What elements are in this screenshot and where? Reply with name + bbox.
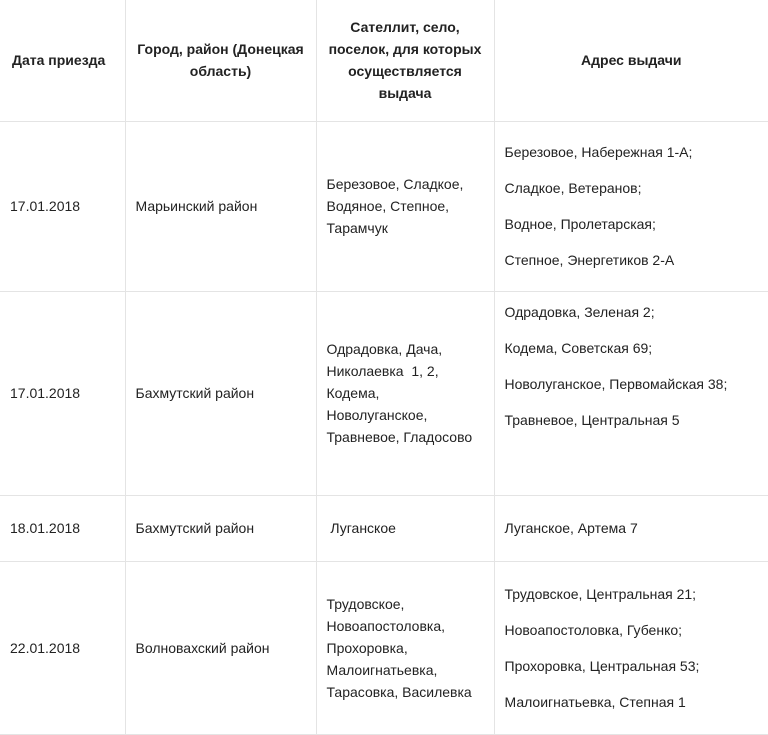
header-arrival-date: Дата приезда (0, 0, 125, 121)
header-settlements: Сателлит, село, поселок, для которых осуществляется выдача (316, 0, 494, 121)
address-line: Кодема, Советская 69; (504, 339, 653, 356)
cell-date: 18.01.2018 (0, 495, 125, 561)
address-line: Степное, Энергетиков 2-А (504, 252, 675, 268)
cell-date: 17.01.2018 (0, 291, 125, 495)
cell-district: Бахмутский район (125, 291, 316, 495)
table-row (0, 561, 768, 734)
cell-settlements: Одрадовка, Дача, Николаевка 1, 2, Кодема, Новолуганское, Травневое, Гладосово (316, 291, 494, 495)
address-line: Березовое, Набережная 1-А; (504, 144, 693, 160)
cell-district: Марьинский район (125, 121, 316, 291)
cell-district: Волновахский район (125, 561, 316, 734)
cell-settlements: Трудовское, Новоапостоловка, Прохоровка, Малоигнатьевка, Тарасовка, Василевка (316, 561, 494, 734)
cell-addresses (494, 495, 768, 561)
table-header-row (0, 0, 768, 121)
table-row (0, 291, 768, 495)
cell-district: Бахмутский район (125, 495, 316, 561)
address-line: Сладкое, Ветеранов; (504, 180, 642, 196)
address-line: Водное, Пролетарская; (504, 216, 656, 232)
cell-settlements: Березовое, Сладкое, Водяное, Степное, Тарамчук (316, 121, 494, 291)
header-city-district: Город, район (Донецкая область) (125, 0, 316, 121)
cell-addresses (494, 121, 768, 291)
address-line: Травневое, Центральная 5 (504, 411, 680, 428)
address-line: Луганское, Артема 7 (504, 520, 638, 536)
cell-date: 17.01.2018 (0, 121, 125, 291)
address-line: Прохоровка, Центральная 53; (504, 657, 700, 674)
table-row (0, 121, 768, 291)
cell-settlements: Луганское (316, 495, 494, 561)
address-line: Одрадовка, Зеленая 2; (504, 303, 655, 320)
cell-date: 22.01.2018 (0, 561, 125, 734)
header-issue-address: Адрес выдачи (494, 0, 768, 121)
address-line: Трудовское, Центральная 21; (504, 585, 697, 602)
address-line: Малоигнатьевка, Степная 1 (504, 693, 686, 710)
cell-addresses (494, 561, 768, 734)
address-line: Новоапостоловка, Губенко; (504, 621, 683, 638)
address-line: Новолуганское, Первомайская 38; (504, 375, 728, 392)
table-row (0, 495, 768, 561)
cell-addresses (494, 291, 768, 495)
